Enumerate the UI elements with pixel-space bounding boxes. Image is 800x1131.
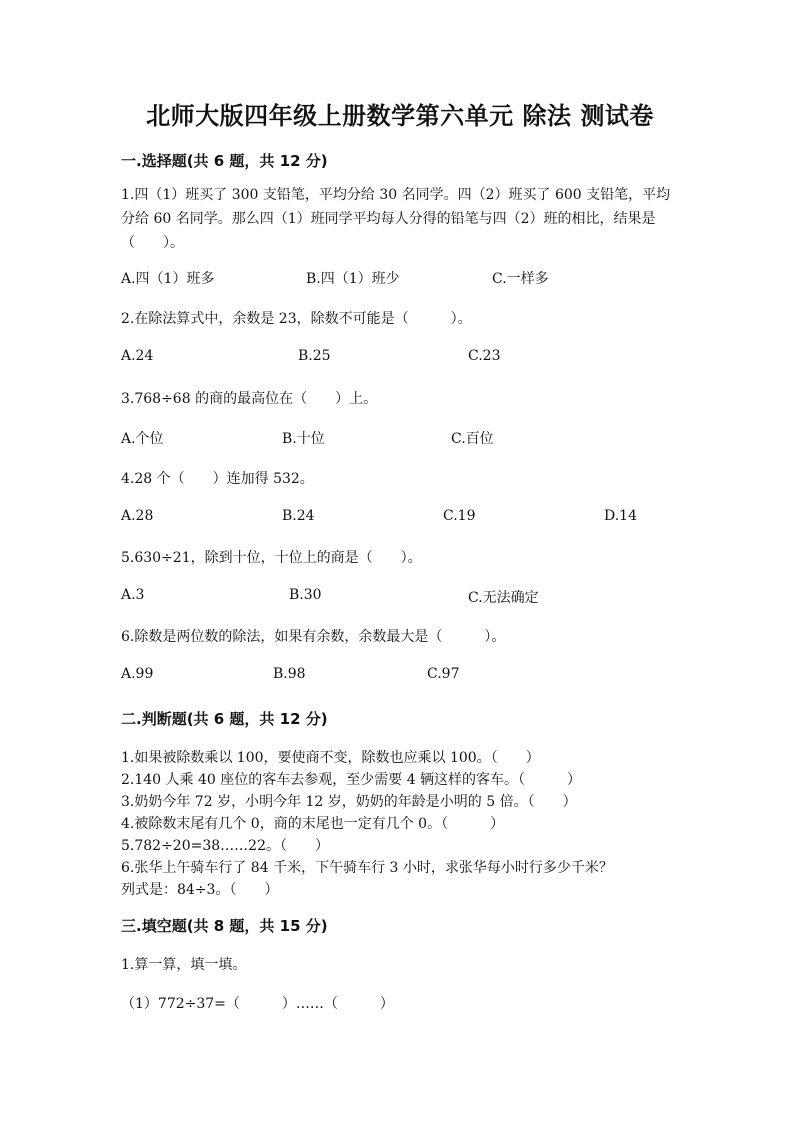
option-d: D.14	[604, 508, 637, 524]
option-c: C.19	[443, 508, 476, 524]
option-b: B.十位	[282, 431, 325, 447]
section-heading-choice: 一.选择题(共 6 题，共 12 分)	[121, 152, 328, 170]
exam-title: 北师大版四年级上册数学第六单元 除法 测试卷	[146, 102, 654, 130]
option-a: A.99	[121, 666, 154, 682]
judgement-item: 4.被除数末尾有几个 0，商的末尾也一定有几个 0。（ ）	[121, 816, 505, 832]
question-text: 5.630÷21，除到十位，十位上的商是（ ）。	[121, 550, 422, 566]
section-heading-fill: 三.填空题(共 8 题，共 15 分)	[121, 917, 328, 935]
judgement-item: 3.奶奶今年 72 岁，小明今年 12 岁，奶奶的年龄是小明的 5 倍。（ ）	[121, 794, 577, 810]
option-a: A.28	[121, 508, 154, 524]
option-c: C.23	[468, 348, 501, 364]
judgement-item-continuation: 列式是：84÷3。（ ）	[121, 882, 279, 898]
option-b: B.30	[289, 587, 322, 603]
option-c: C.百位	[451, 431, 494, 447]
option-c: C.一样多	[492, 271, 549, 287]
judgement-item: 1.如果被除数乘以 100，要使商不变，除数也应乘以 100。（ ）	[121, 750, 540, 766]
option-a: A.四（1）班多	[121, 271, 215, 287]
fill-subquestion: （1）772÷37=（ ）……（ ）	[121, 996, 394, 1012]
option-b: B.98	[273, 666, 306, 682]
judgement-item: 6.张华上午骑车行了 84 千米，下午骑车行 3 小时，求张华每小时行多少千米？	[121, 860, 613, 876]
option-a: A.3	[121, 587, 145, 603]
option-a: A.24	[121, 348, 154, 364]
option-c: C.无法确定	[468, 590, 539, 606]
judgement-item: 5.782÷20=38……22。（ ）	[121, 838, 329, 854]
question-text: 3.768÷68 的商的最高位在（ ）上。	[121, 391, 378, 407]
question-text: 6.除数是两位数的除法，如果有余数，余数最大是（ ）。	[121, 629, 506, 645]
option-c: C.97	[427, 666, 460, 682]
option-b: B.四（1）班少	[306, 271, 400, 287]
option-b: B.24	[282, 508, 315, 524]
option-b: B.25	[298, 348, 331, 364]
question-text: 4.28 个（ ）连加得 532。	[121, 471, 314, 487]
question-text: 1.四（1）班买了 300 支铅笔，平均分给 30 名同学。四（2）班买了 600 支铅笔，平均分给 60 名同学。那么四（1）班同学平均每人分得的铅笔与四（2）班的相比，结果是（ ）。	[121, 187, 671, 251]
fill-question: 1.算一算，填一填。	[121, 957, 247, 973]
judgement-item: 2.140 人乘 40 座位的客车去参观，至少需要 4 辆这样的客车。（ ）	[121, 772, 582, 788]
section-heading-judgement: 二.判断题(共 6 题，共 12 分)	[121, 710, 328, 728]
question-text: 2.在除法算式中，余数是 23，除数不可能是（ ）。	[121, 311, 472, 327]
option-a: A.个位	[121, 431, 164, 447]
